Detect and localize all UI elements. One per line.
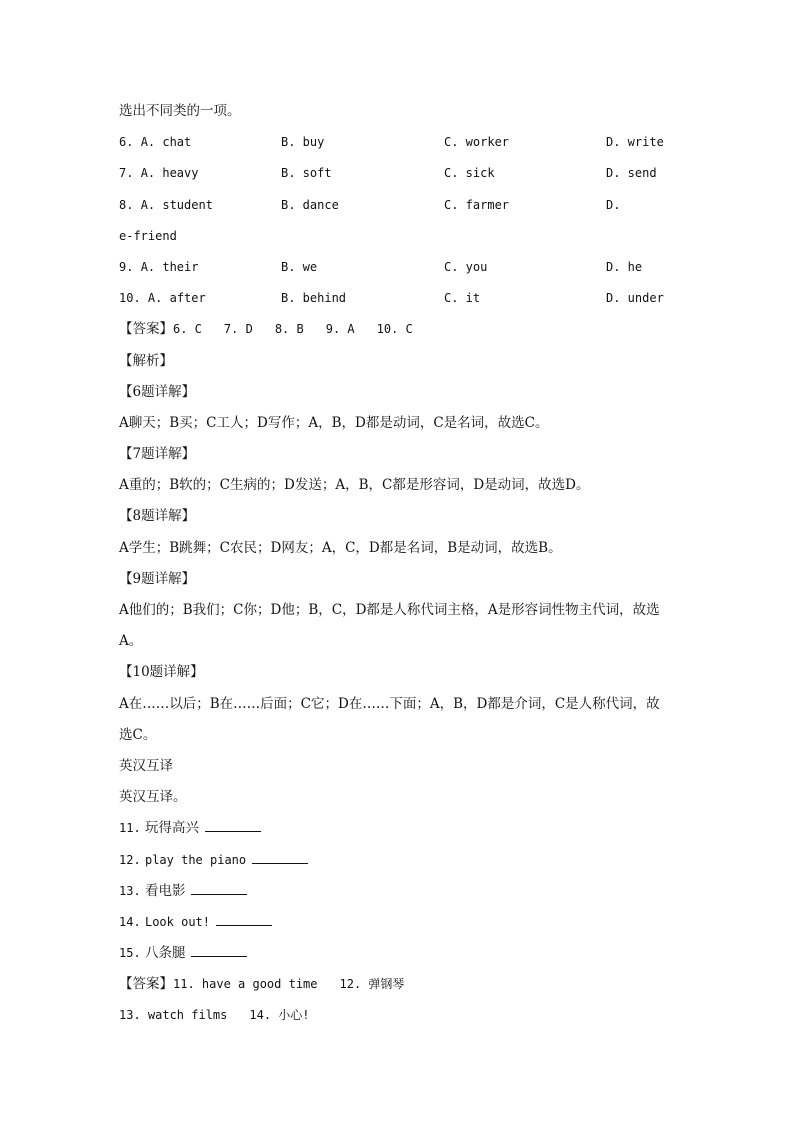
answer-item: 7. D [223,322,253,337]
option-c: C. you [444,259,488,274]
translation-question [119,813,679,844]
document-page [119,96,679,1032]
question-number: 7. [119,166,134,181]
detail-text: A。 [119,633,143,650]
detail-text: A学生；B跳舞；C农民；D网友；A，C，D都是名词，B是动词，故选B。 [119,539,562,556]
option-c: C. worker [444,135,510,150]
question-number: 13. [119,883,141,898]
detail-title: 【9题详解】 [119,570,196,587]
question-text: play the piano [144,852,247,867]
detail-text: A重的；B软的；C生病的；D发送；A，B，C都是形容词，D是动词，故选D。 [119,477,590,494]
option-d: D. under [606,291,664,306]
answer-blank [205,815,261,832]
question-row [119,127,679,158]
option-b: B. soft [281,166,332,181]
question-number: 15. [119,946,141,961]
question-number: 11. [119,821,141,836]
answer-blank [252,847,308,864]
option-a: A. student [140,197,213,212]
detail-title: 【6题详解】 [119,383,196,400]
detail-text: A他们的；B我们；C你；D他；B，C，D都是人称代词主格，A是形容词性物主代词，故选 [119,602,660,618]
answer-item: 6. C [173,322,202,337]
answer-label: 【答案】 [119,321,173,338]
section-b-heading: 英汉互译 [119,757,173,774]
question-text: 看电影 [144,882,186,899]
analysis-label: 【解析】 [119,352,173,369]
answer-item: 10. C [376,322,413,337]
option-d: D. write [606,135,664,150]
question-number: 10. [119,291,141,306]
option-d-continuation: e-friend [119,228,177,243]
detail-title: 【8题详解】 [119,508,196,525]
answer-line [119,969,679,1000]
option-b: B. dance [281,197,339,212]
question-number: 12. [119,852,141,867]
option-a: A. their [140,259,199,274]
question-text: 玩得高兴 [144,820,199,837]
option-d: D. send [606,166,657,181]
question-number: 14. [119,914,141,929]
answer-item: 14. 小心! [249,1008,310,1023]
answer-line [119,314,679,345]
answer-label: 【答案】 [119,976,173,993]
answer-item: 13. watch films [119,1008,228,1023]
answer-item: 12. 弹钢琴 [339,977,405,992]
detail-text: A聊天；B买；C工人；D写作；A，B，D都是动词，C是名词，故选C。 [119,414,549,431]
question-row [119,158,679,189]
option-a: A. chat [140,135,192,150]
answer-item: 8. B [274,322,304,337]
option-b: B. buy [281,135,325,150]
answer-blank [191,878,247,895]
question-row [119,190,679,221]
option-a: A. heavy [140,166,199,181]
question-row [119,283,679,314]
translation-question [119,938,679,969]
question-text: Look out! [144,914,211,929]
question-number: 8. [119,197,134,212]
detail-text: 选C。 [119,726,157,743]
question-text: 八条腿 [144,945,186,962]
translation-question [119,876,679,907]
question-number: 6. [119,135,134,150]
translation-question [119,845,679,876]
question-number: 9. [119,259,134,274]
answer-line [119,1000,679,1031]
option-c: C. farmer [444,197,510,212]
answer-blank [191,940,247,957]
question-row [119,252,679,283]
option-c: C. sick [444,166,495,181]
section-a-instruction: 选出不同类的一项。 [119,103,241,119]
answer-item: 9. A [325,322,355,337]
detail-title: 【10题详解】 [119,664,204,681]
option-b: B. we [281,259,318,274]
option-d: D. he [606,259,643,274]
translation-question [119,907,679,938]
option-c: C. it [444,291,481,306]
option-d: D. [606,197,621,212]
option-a: A. after [147,291,206,306]
answer-blank [216,909,272,926]
detail-text: A在……以后；B在……后面；C它；D在……下面；A，B，D都是介词，C是人称代词，故 [119,695,660,712]
section-b-instruction: 英汉互译。 [119,789,187,806]
option-b: B. behind [281,291,347,306]
answer-item: 11. have a good time [173,977,318,992]
detail-title: 【7题详解】 [119,446,196,463]
